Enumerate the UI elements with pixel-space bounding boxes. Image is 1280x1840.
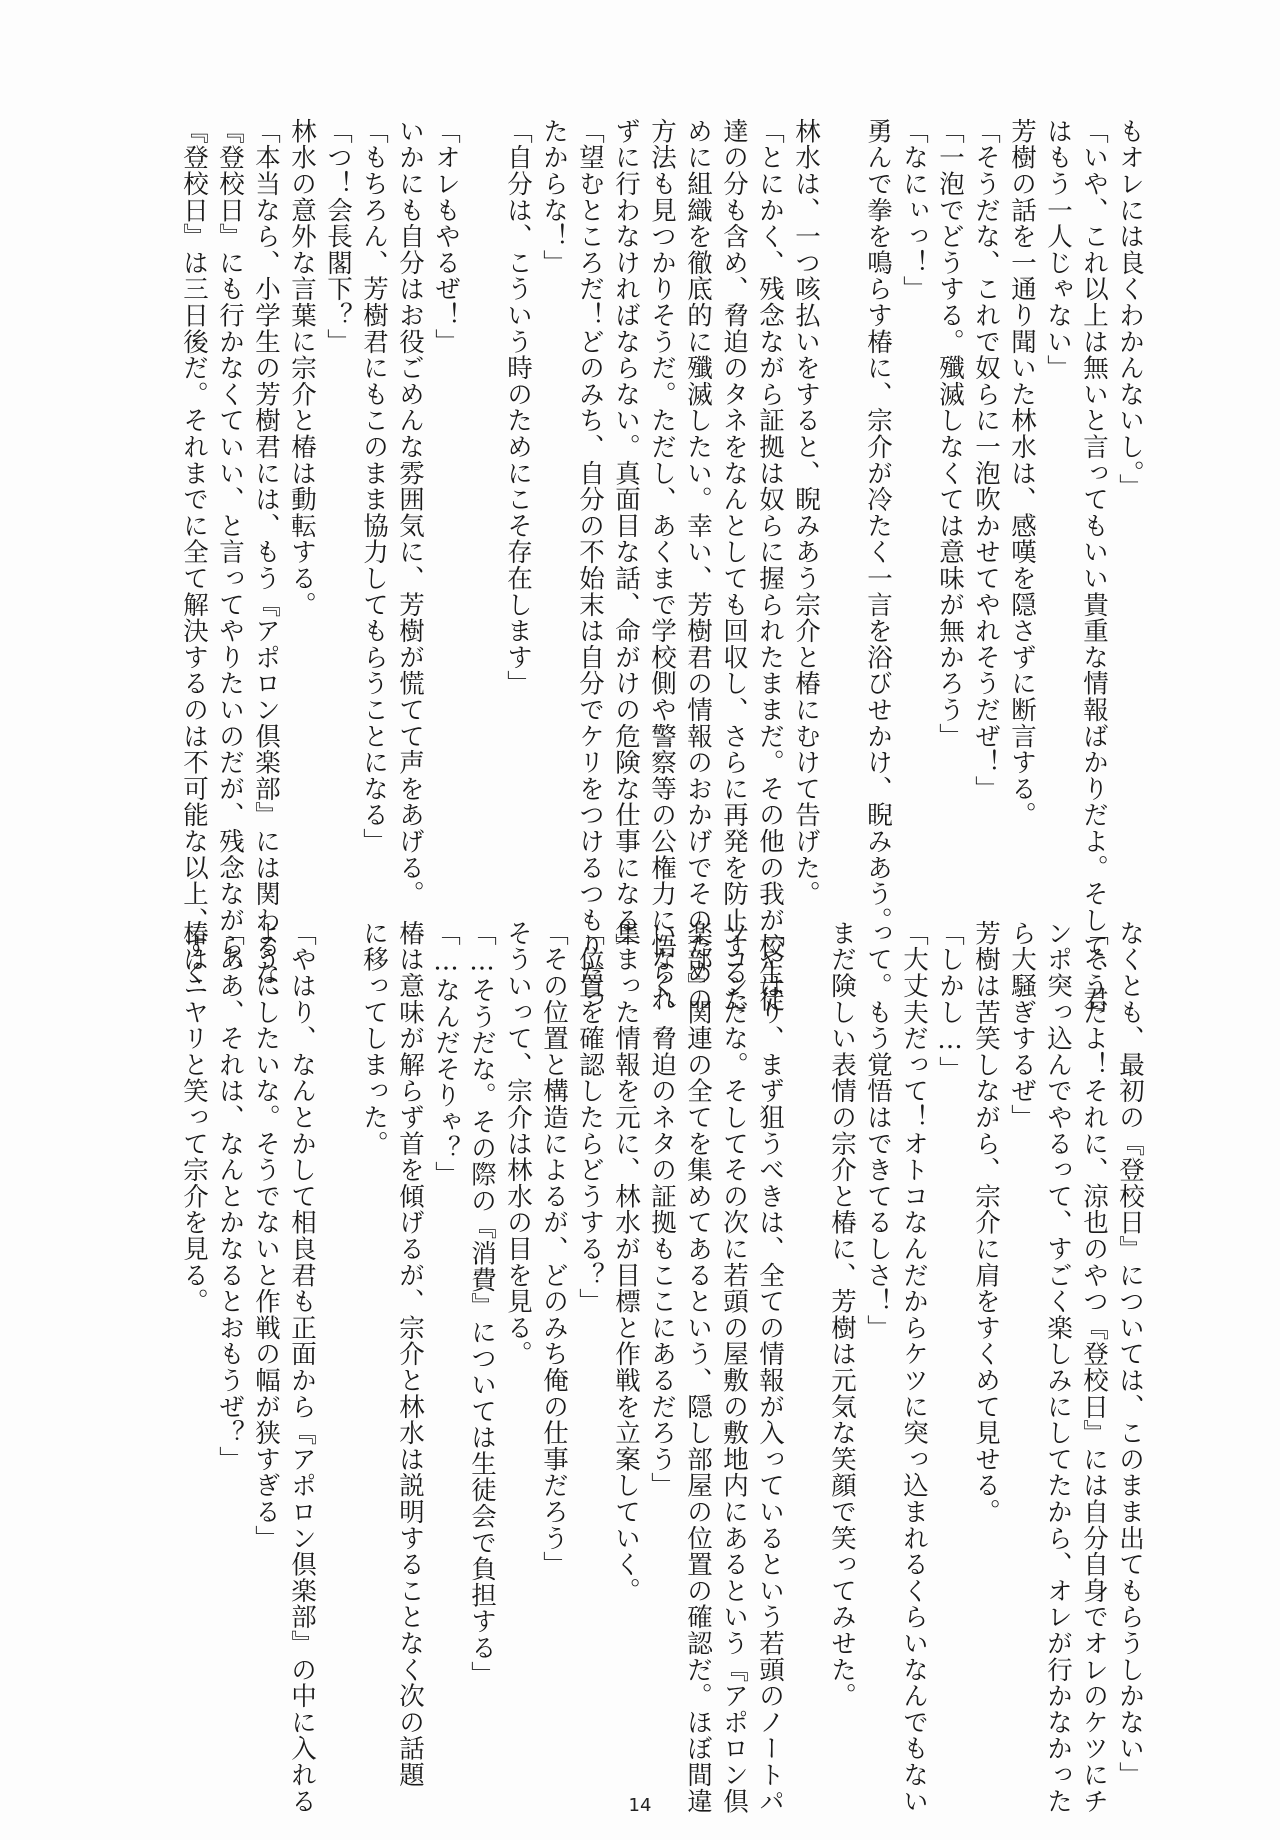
text-line: 楽部』関連の全てを集めてあるという、隠し部屋の位置の確認だ。ほぼ間違 <box>683 920 713 1815</box>
text-line: ようにしたいな。そうでないと作戦の幅が狭すぎる」 <box>251 920 281 1552</box>
text-line: はもう一人じゃない」 <box>1043 118 1073 381</box>
text-line: 「いや、これ以上は無いと言ってもいい貴重な情報ばかりだよ。そして、君 <box>1079 118 1109 1013</box>
text-line: 「オレもやるぜ！」 <box>431 118 461 355</box>
text-line: 椿はニヤリと笑って宗介を見る。 <box>179 920 209 1315</box>
text-line: 「つ！会長閣下？」 <box>323 118 353 355</box>
page-number: 14 <box>628 1795 652 1816</box>
text-line: 『登校日』は三日後だ。それまでに全て解決するのは不可能な以上、すく <box>179 118 209 986</box>
text-line: 「位置を確認したらどうする？」 <box>575 920 605 1315</box>
text-line: 『登校日』にも行かなくていい、と言ってやりたいのだが、残念ながら、 <box>215 118 245 986</box>
text-line: 「大丈夫だって！オトコなんだからケツに突っ込まれるくらいなんでもない <box>899 920 929 1815</box>
text-line: 芳樹は苦笑しながら、宗介に肩をすくめて見せる。 <box>971 920 1001 1525</box>
text-line: ずに行わなければならない。真面目な話、命がけの危険な仕事になる」 <box>611 118 641 960</box>
text-line: 林水は、一つ咳払いをすると、睨みあう宗介と椿にむけて告げた。 <box>791 118 821 907</box>
text-line: もオレには良くわかんないし。」 <box>1115 118 1145 500</box>
text-line: 「一泡でどうする。殲滅しなくては意味が無かろう」 <box>935 118 965 750</box>
text-line: 方法も見つかりそうだ。ただし、あくまで学校側や警察等の公権力に悟られ <box>647 118 677 1013</box>
text-line: 「そうだな、これで奴らに一泡吹かせてやれそうだぜ！」 <box>971 118 1001 802</box>
text-line: 「…なんだそりゃ？」 <box>431 920 461 1188</box>
text-line: 「やはり、なんとかして相良君も正面から『アポロン倶楽部』の中に入れる <box>287 920 317 1815</box>
text-line: ソコンだな。そしてその次に若頭の屋敷の敷地内にあるという『アポロン倶 <box>719 920 749 1815</box>
text-line: 「ああ、それは、なんとかなるとおもうぜ？」 <box>215 920 245 1473</box>
text-line: 椿は意味が解らず首を傾げるが、宗介と林水は説明することなく次の話題 <box>395 920 425 1788</box>
text-line: めに組織を徹底的に殲滅したい。幸い、芳樹君の情報のおかげでそのための <box>683 118 713 1013</box>
text-line: 「望むところだ！どのみち、自分の不始末は自分でケリをつけるつもりだっ <box>575 118 605 1013</box>
text-line: 達の分も含め、脅迫のタネをなんとしても回収し、さらに再発を防止するた <box>719 118 749 1013</box>
text-line: 「なにぃっ！」 <box>899 118 929 303</box>
text-line: 「本当なら、小学生の芳樹君には、もう『アポロン倶楽部』には関わるな、 <box>251 118 281 1013</box>
text-line: ンポ突っ込んでやるって、すごく楽しみにしてたから、オレが行かなかった <box>1043 920 1073 1815</box>
text-line: って。もう覚悟はできてるしさ！」 <box>863 920 893 1341</box>
text-line: 林水の意外な言葉に宗介と椿は動転する。 <box>287 118 317 618</box>
text-line: 芳樹の話を一通り聞いた林水は、感嘆を隠さずに断言する。 <box>1007 118 1037 829</box>
text-line: まだ険しい表情の宗介と椿に、芳樹は元気な笑顔で笑ってみせた。 <box>827 920 857 1709</box>
text-line: 「とにかく、残念ながら証拠は奴らに握られたままだ。その他の我が校生徒 <box>755 118 785 1013</box>
text-line: 「やはり、まず狙うべきは、全ての情報が入っているという若頭のノートパ <box>755 920 785 1815</box>
text-line: そういって、宗介は林水の目を見る。 <box>503 920 533 1368</box>
text-line: いかにも自分はお役ごめんな雰囲気に、芳樹が慌てて声をあげる。 <box>395 118 425 907</box>
text-line: ら大騒ぎするぜ」 <box>1007 920 1037 1131</box>
text-line: 「自分は、こういう時のためにこそ存在します」 <box>503 118 533 697</box>
text-line: 「そうだよ！それに、涼也のやつ『登校日』には自分自身でオレのケツにチ <box>1079 920 1109 1815</box>
text-line: 「もちろん、芳樹君にもこのまま協力してもらうことになる」 <box>359 118 389 855</box>
text-line: いなく、脅迫のネタの証拠もここにあるだろう」 <box>647 920 677 1499</box>
text-line: に移ってしまった。 <box>359 920 389 1157</box>
text-line: なくとも、最初の『登校日』については、このまま出てもらうしかない」 <box>1115 920 1145 1788</box>
text-line: 集まった情報を元に、林水が目標と作戦を立案していく。 <box>611 920 641 1604</box>
text-line: 勇んで拳を鳴らす椿に、宗介が冷たく一言を浴びせかけ、睨みあう。 <box>863 118 893 934</box>
text-line: 「しかし…」 <box>935 920 965 1083</box>
text-line: たからな！」 <box>539 118 569 276</box>
text-line: 「その位置と構造によるが、どのみち俺の仕事だろう」 <box>539 920 569 1578</box>
text-line: 「…そうだな。その際の『消費』については生徒会で負担する」 <box>467 920 497 1688</box>
